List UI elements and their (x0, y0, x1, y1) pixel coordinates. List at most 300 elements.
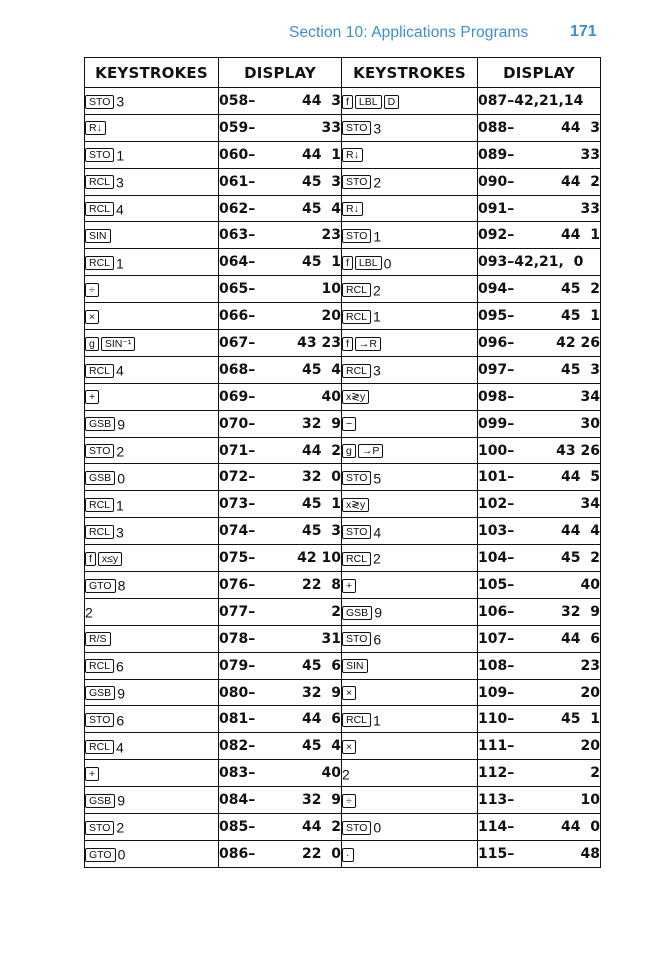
display-cell (478, 625, 601, 652)
display-cell (478, 652, 601, 679)
calculator-key-lbl: LBL (355, 256, 382, 270)
key-code: 23 (321, 227, 341, 244)
table-row (85, 814, 601, 841)
keystrokes-cell (85, 195, 219, 222)
line-number: 078– (219, 630, 256, 647)
keystroke-argument: 2 (373, 550, 381, 567)
key-code: 44 2 (561, 173, 600, 190)
line-number: 064– (219, 254, 256, 271)
keystroke-argument: 4 (373, 523, 382, 540)
line-number: 102– (478, 496, 515, 513)
keystrokes-cell (342, 410, 478, 437)
keystrokes-cell (85, 303, 219, 330)
keystroke-argument: 9 (117, 792, 125, 809)
table-row (85, 276, 601, 303)
line-number: 077– (219, 603, 256, 620)
display-cell (478, 410, 601, 437)
key-code: 40 (321, 765, 341, 782)
key-code: 44 1 (302, 146, 341, 163)
keystrokes-cell (342, 249, 478, 276)
keystroke-argument: 1 (116, 496, 124, 513)
keystrokes-cell (342, 598, 478, 625)
display-cell (219, 464, 342, 491)
table-row (85, 141, 601, 168)
keystroke-argument: 6 (116, 658, 124, 675)
key-code: 23 (580, 657, 600, 674)
keystrokes-cell (85, 814, 219, 841)
display-cell (478, 222, 601, 249)
keystroke-argument: 1 (373, 308, 381, 325)
display-cell (219, 518, 342, 545)
display-cell (219, 303, 342, 330)
line-number: 060– (219, 146, 256, 163)
keystroke-argument: 3 (116, 523, 124, 540)
key-code: 20 (580, 738, 600, 755)
keystrokes-cell (85, 383, 219, 410)
keystrokes-cell (85, 733, 219, 760)
keystrokes-cell (85, 168, 219, 195)
line-number: 063– (219, 227, 256, 244)
key-code: 33 (580, 146, 600, 163)
line-number: 113– (478, 792, 515, 809)
keystrokes-cell (85, 410, 219, 437)
keystroke-argument: 2 (116, 819, 125, 836)
key-code: 32 9 (302, 684, 341, 701)
column-header-keystrokes-left: KEYSTROKES (85, 58, 219, 88)
line-number: 092– (478, 227, 515, 244)
table-row (85, 114, 601, 141)
display-cell (478, 356, 601, 383)
keystrokes-cell (85, 652, 219, 679)
calculator-key-gsb: GSB (85, 794, 115, 808)
keystrokes-cell (85, 625, 219, 652)
calculator-key-r: R↓ (342, 148, 363, 162)
key-code: 45 4 (302, 361, 341, 378)
keystrokes-cell (85, 222, 219, 249)
display-cell (219, 572, 342, 599)
keystroke-argument: 4 (116, 738, 124, 755)
table-row (85, 598, 601, 625)
key-code: 43 23 (297, 334, 341, 351)
key-code: 40 (580, 576, 600, 593)
display-cell (219, 706, 342, 733)
key-code: 45 1 (302, 496, 341, 513)
line-number: 084– (219, 792, 256, 809)
line-number: 065– (219, 281, 256, 298)
display-cell (219, 383, 342, 410)
display-cell (219, 249, 342, 276)
calculator-key-rcl: RCL (85, 659, 114, 673)
keystrokes-cell (342, 787, 478, 814)
key-code: 45 4 (302, 738, 341, 755)
line-number: 099– (478, 415, 515, 432)
line-number: 107– (478, 630, 515, 647)
calculator-key-gsb: GSB (85, 471, 115, 485)
calculator-key-r: →R (355, 337, 381, 351)
keystrokes-cell (342, 518, 478, 545)
line-number: 079– (219, 657, 256, 674)
line-number: 075– (219, 550, 256, 567)
keystrokes-cell (342, 733, 478, 760)
key-code: 45 3 (561, 361, 600, 378)
display-cell (219, 652, 342, 679)
display-cell (219, 760, 342, 787)
table-row (85, 330, 601, 357)
key-code: 45 2 (561, 281, 600, 298)
keystrokes-cell (342, 491, 478, 518)
display-cell (478, 464, 601, 491)
line-number: 090– (478, 173, 515, 190)
line-number: 093–42,21, 0 (478, 254, 584, 271)
display-cell (219, 195, 342, 222)
calculator-key-symbol: × (85, 310, 99, 324)
table-row (85, 222, 601, 249)
keystroke-argument: 6 (373, 631, 382, 648)
calculator-key-rcl: RCL (342, 283, 371, 297)
key-code: 44 0 (561, 818, 600, 835)
key-code: 44 2 (302, 818, 341, 835)
key-code: 45 3 (302, 173, 341, 190)
display-cell (478, 787, 601, 814)
line-number: 080– (219, 684, 256, 701)
display-cell (219, 222, 342, 249)
display-cell (478, 114, 601, 141)
keystrokes-cell (342, 383, 478, 410)
key-code: 43 26 (556, 442, 600, 459)
column-header-display-right: DISPLAY (478, 58, 601, 88)
key-code: 10 (580, 792, 600, 809)
line-number: 098– (478, 388, 515, 405)
key-code: 45 1 (302, 254, 341, 271)
line-number: 067– (219, 334, 256, 351)
display-cell (478, 598, 601, 625)
calculator-key-gsb: GSB (342, 606, 372, 620)
keystroke-argument: 4 (116, 201, 124, 218)
display-cell (219, 733, 342, 760)
keystroke-argument: 3 (373, 120, 382, 137)
keystrokes-cell (342, 330, 478, 357)
key-code: 42 26 (556, 334, 600, 351)
table-row (85, 679, 601, 706)
keystroke-argument: 1 (373, 712, 381, 729)
keystroke-argument: 2 (116, 443, 125, 460)
table-row (85, 518, 601, 545)
display-cell (478, 437, 601, 464)
line-number: 083– (219, 765, 256, 782)
keystrokes-cell (342, 652, 478, 679)
line-number: 103– (478, 523, 515, 540)
calculator-key-f: f (342, 95, 353, 109)
calculator-key-symbol: · (342, 848, 354, 862)
keystroke-argument: 0 (373, 819, 382, 836)
display-cell (478, 733, 601, 760)
display-cell (478, 330, 601, 357)
calculator-key-rcl: RCL (342, 364, 371, 378)
display-cell (478, 168, 601, 195)
line-number: 097– (478, 361, 515, 378)
calculator-key-x-y: x≷y (342, 390, 369, 404)
column-header-display-left: DISPLAY (219, 58, 342, 88)
table-row (85, 572, 601, 599)
table-row (85, 787, 601, 814)
key-code: 2 (590, 765, 600, 782)
column-header-keystrokes-right: KEYSTROKES (342, 58, 478, 88)
line-number: 108– (478, 657, 515, 674)
key-code: 40 (321, 388, 341, 405)
line-number: 100– (478, 442, 515, 459)
display-cell (219, 114, 342, 141)
calculator-key-rcl: RCL (85, 256, 114, 270)
key-code: 44 3 (561, 119, 600, 136)
key-code: 45 2 (561, 550, 600, 567)
keystroke-argument: 3 (373, 362, 381, 379)
calculator-key-f: f (342, 256, 353, 270)
keystroke-argument: 0 (117, 846, 126, 863)
calculator-key-rcl: RCL (85, 525, 114, 539)
line-number: 101– (478, 469, 515, 486)
calculator-key-symbol: + (85, 767, 99, 781)
calculator-key-gsb: GSB (85, 417, 115, 431)
calculator-key-rcl: RCL (85, 740, 114, 754)
line-number: 069– (219, 388, 256, 405)
calculator-key-rcl: RCL (85, 202, 114, 216)
keystrokes-cell (342, 760, 478, 787)
keystrokes-cell (342, 840, 478, 867)
key-code: 33 (321, 119, 341, 136)
keystrokes-cell (85, 598, 219, 625)
key-code: 48 (580, 845, 600, 862)
keystrokes-cell (85, 518, 219, 545)
keystrokes-cell (342, 114, 478, 141)
calculator-key-f: f (85, 552, 96, 566)
keystrokes-cell (85, 679, 219, 706)
calculator-key-rcl: RCL (85, 364, 114, 378)
table-row (85, 88, 601, 115)
calculator-key-sto: STO (342, 471, 371, 485)
key-code: 45 1 (561, 711, 600, 728)
keystroke-argument: 9 (374, 604, 382, 621)
keystrokes-cell (85, 249, 219, 276)
display-cell (219, 88, 342, 115)
display-cell (219, 598, 342, 625)
calculator-key-p: →P (358, 444, 384, 458)
program-listing-table (84, 57, 601, 868)
keystrokes-cell (342, 464, 478, 491)
keystrokes-cell (85, 276, 219, 303)
table-row (85, 168, 601, 195)
line-number: 072– (219, 469, 256, 486)
table-row (85, 760, 601, 787)
keystrokes-cell (85, 491, 219, 518)
line-number: 106– (478, 603, 515, 620)
calculator-key-sin: SIN⁻¹ (101, 337, 136, 351)
display-cell (219, 679, 342, 706)
keystrokes-cell (342, 545, 478, 572)
calculator-key-sto: STO (342, 121, 371, 135)
calculator-key-sto: STO (85, 821, 114, 835)
display-cell (478, 276, 601, 303)
keystrokes-cell (85, 88, 219, 115)
calculator-key-sto: STO (342, 229, 371, 243)
calculator-key-x-y: x≷y (342, 498, 369, 512)
calculator-key-sto: STO (342, 525, 371, 539)
key-code: 20 (580, 684, 600, 701)
calculator-key-sto: STO (342, 821, 371, 835)
calculator-key-rcl: RCL (85, 498, 114, 512)
display-cell (478, 195, 601, 222)
display-cell (478, 491, 601, 518)
keystrokes-cell (342, 814, 478, 841)
key-code: 44 4 (561, 523, 600, 540)
line-number: 074– (219, 523, 256, 540)
keystrokes-cell (342, 303, 478, 330)
keystrokes-cell (342, 679, 478, 706)
calculator-key-sin: SIN (85, 229, 111, 243)
key-code: 33 (580, 200, 600, 217)
calculator-key-lbl: LBL (355, 95, 382, 109)
key-code: 32 0 (302, 469, 341, 486)
keystroke-argument: 8 (117, 577, 126, 594)
display-cell (478, 572, 601, 599)
display-cell (219, 437, 342, 464)
key-code: 45 4 (302, 200, 341, 217)
calculator-key-r: R↓ (85, 121, 106, 135)
keystrokes-cell (342, 706, 478, 733)
calculator-key-sto: STO (85, 95, 114, 109)
keystroke-argument: 1 (116, 254, 124, 271)
key-code: 30 (580, 415, 600, 432)
calculator-key-symbol: ÷ (342, 794, 356, 808)
keystrokes-cell (342, 141, 478, 168)
display-cell (478, 303, 601, 330)
line-number: 071– (219, 442, 256, 459)
display-cell (219, 625, 342, 652)
line-number: 073– (219, 496, 256, 513)
display-cell (219, 141, 342, 168)
keystrokes-cell (85, 840, 219, 867)
line-number: 112– (478, 765, 515, 782)
key-code: 45 1 (561, 308, 600, 325)
calculator-key-sto: STO (342, 175, 371, 189)
keystrokes-cell (85, 706, 219, 733)
display-cell (219, 787, 342, 814)
display-cell (219, 168, 342, 195)
calculator-key-symbol: + (85, 390, 99, 404)
display-cell (478, 706, 601, 733)
keystroke-argument: 9 (117, 685, 125, 702)
table-body (85, 88, 601, 868)
key-code: 22 0 (302, 845, 341, 862)
section-title: Section 10: Applications Programs (289, 24, 529, 41)
calculator-key-symbol: + (342, 579, 356, 593)
keystrokes-cell (85, 787, 219, 814)
keystrokes-cell (85, 760, 219, 787)
calculator-key-rcl: RCL (342, 552, 371, 566)
line-number: 110– (478, 711, 515, 728)
calculator-key-rcl: RCL (342, 713, 371, 727)
calculator-key-d: D (384, 95, 400, 109)
keystrokes-cell (85, 356, 219, 383)
table-row (85, 410, 601, 437)
calculator-key-sto: STO (85, 713, 114, 727)
calculator-key-rcl: RCL (85, 175, 114, 189)
key-code: 42 10 (297, 550, 341, 567)
keystroke-argument: 2 (342, 765, 350, 782)
keystroke-argument: 4 (116, 362, 124, 379)
page-number: 171 (570, 23, 597, 40)
keystrokes-cell (85, 141, 219, 168)
keystroke-argument: 0 (117, 470, 125, 487)
keystrokes-cell (342, 437, 478, 464)
display-cell (219, 840, 342, 867)
keystroke-argument: 5 (373, 470, 382, 487)
line-number: 096– (478, 334, 515, 351)
key-code: 44 6 (561, 630, 600, 647)
line-number: 062– (219, 200, 256, 217)
keystroke-argument: 2 (85, 604, 93, 621)
keystroke-argument: 3 (116, 174, 124, 191)
keystrokes-cell (342, 222, 478, 249)
line-number: 089– (478, 146, 515, 163)
key-code: 34 (580, 388, 600, 405)
keystroke-argument: 2 (373, 281, 381, 298)
keystrokes-cell (342, 276, 478, 303)
table-row (85, 195, 601, 222)
calculator-key-g: g (342, 444, 356, 458)
line-number: 094– (478, 281, 515, 298)
table-header-row (85, 58, 601, 88)
keystroke-argument: 9 (117, 416, 125, 433)
display-cell (219, 356, 342, 383)
line-number: 081– (219, 711, 256, 728)
line-number: 076– (219, 576, 256, 593)
calculator-key-symbol: × (342, 686, 356, 700)
calculator-key-sto: STO (342, 632, 371, 646)
key-code: 20 (321, 308, 341, 325)
keystrokes-cell (342, 625, 478, 652)
line-number: 091– (478, 200, 515, 217)
line-number: 061– (219, 173, 256, 190)
display-cell (478, 760, 601, 787)
display-cell (478, 545, 601, 572)
table-row (85, 706, 601, 733)
display-cell (478, 840, 601, 867)
keystrokes-cell (85, 330, 219, 357)
key-code: 44 1 (561, 227, 600, 244)
line-number: 059– (219, 119, 256, 136)
table-row (85, 464, 601, 491)
line-number: 111– (478, 738, 515, 755)
keystroke-argument: 6 (116, 712, 125, 729)
calculator-key-symbol: ÷ (85, 283, 99, 297)
table-row (85, 383, 601, 410)
calculator-key-gto: GTO (85, 579, 116, 593)
keystrokes-cell (85, 464, 219, 491)
key-code: 44 5 (561, 469, 600, 486)
keystroke-argument: 3 (116, 93, 125, 110)
line-number: 086– (219, 845, 256, 862)
display-cell (478, 141, 601, 168)
line-number: 109– (478, 684, 515, 701)
keystrokes-cell (342, 168, 478, 195)
calculator-key-symbol: × (342, 740, 356, 754)
table-row (85, 733, 601, 760)
calculator-key-r-s: R/S (85, 632, 111, 646)
display-cell (219, 410, 342, 437)
key-code: 45 3 (302, 523, 341, 540)
keystrokes-cell (85, 437, 219, 464)
line-number: 115– (478, 845, 515, 862)
